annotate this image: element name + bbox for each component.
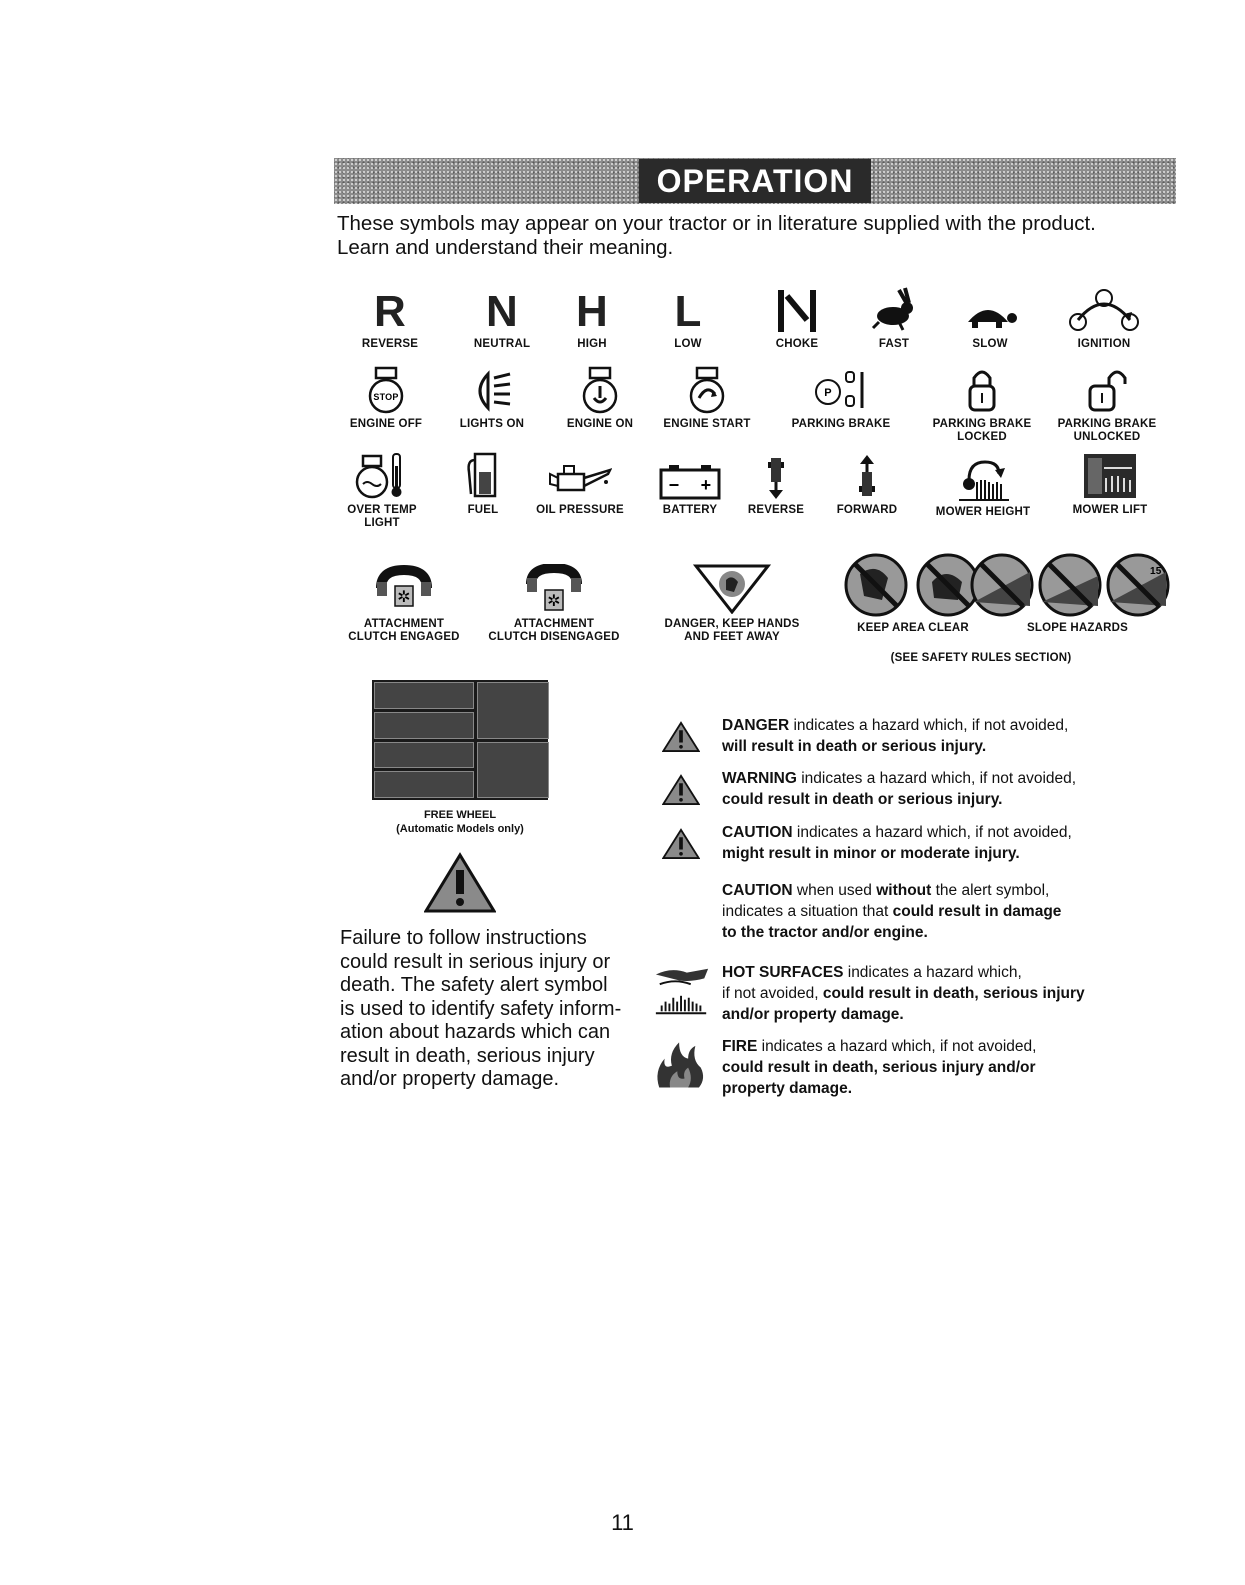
- symbol-label: BATTERY: [662, 504, 718, 516]
- symbol-high: [552, 282, 632, 351]
- symbol-label: MOWER HEIGHT: [935, 506, 1031, 518]
- symbol-clutch-disengaged: [476, 562, 632, 644]
- symbol-low: [648, 282, 728, 351]
- hazard-danger: [650, 715, 1170, 757]
- intro-line: Learn and understand their meaning.: [337, 236, 674, 259]
- hazard-caution-plain: [650, 880, 1170, 943]
- free-wheel-title: FREE WHEEL: [423, 809, 497, 821]
- symbol-slow: [950, 282, 1030, 351]
- symbol-danger-hands: [646, 562, 818, 644]
- symbol-neutral: [462, 282, 542, 351]
- engine-start-icon: [687, 366, 727, 414]
- intro-line: These symbols may appear on your tractor or in literature supplied with the product.: [337, 212, 1096, 235]
- plus-sign: +: [700, 475, 712, 495]
- letter-h-icon: H: [576, 287, 608, 336]
- symbol-label: SLOPE HAZARDS: [1027, 622, 1128, 634]
- safety-rules-note: (SEE SAFETY RULES SECTION): [890, 652, 1072, 664]
- hazard-consequence: property damage.: [722, 1080, 853, 1097]
- thermometer-icon: [355, 450, 409, 500]
- hazard-text: indicates a hazard which,: [843, 964, 1022, 981]
- free-wheel-cell: [374, 712, 474, 739]
- failure-line: Failure to follow instructions: [340, 927, 587, 949]
- symbol-label: HIGH: [577, 338, 607, 350]
- free-wheel-icon: [372, 680, 548, 800]
- stop-badge: STOP: [373, 392, 399, 402]
- hands-feet-danger-icon: [692, 562, 772, 614]
- symbol-reverse: [350, 282, 430, 351]
- symbol-label: IGNITION: [1077, 338, 1131, 350]
- symbol-fast: [850, 282, 938, 351]
- symbol-label: LOW: [674, 338, 702, 350]
- symbol-fuel: [450, 448, 516, 517]
- failure-line: result in death, serious injury: [340, 1044, 595, 1067]
- symbol-label: SLOW: [972, 338, 1008, 350]
- symbol-parking-brake-locked: [922, 362, 1042, 444]
- failure-line: is used to identify safety inform-: [340, 997, 622, 1020]
- rabbit-icon: [869, 286, 919, 334]
- fuel-pump-icon: [465, 450, 501, 500]
- page-number: 11: [611, 1510, 634, 1535]
- symbol-clutch-engaged: [336, 562, 472, 644]
- symbol-battery: [652, 448, 728, 517]
- hazard-text: indicates a situation that: [722, 903, 893, 920]
- hazard-text: indicates a hazard which, if not avoided,: [796, 770, 1077, 787]
- battery-icon: [657, 464, 723, 500]
- hazard-text: indicates a hazard which, if not avoided,: [757, 1038, 1037, 1055]
- hazard-consequence: could result in death or serious injury.: [722, 791, 1003, 808]
- signal-word: FIRE: [722, 1038, 758, 1055]
- symbol-label: ENGINE START: [663, 418, 751, 430]
- hazard-caution: [650, 822, 1170, 864]
- letter-n-icon: N: [486, 287, 518, 336]
- free-wheel-cell: [477, 682, 549, 739]
- failure-line: could result in serious injury or: [340, 950, 611, 973]
- signal-word: WARNING: [722, 770, 797, 787]
- hazard-text: if not avoided,: [722, 985, 823, 1002]
- symbol-label: FAST: [878, 338, 910, 350]
- p-badge: P: [824, 387, 832, 399]
- oil-can-icon: [548, 460, 612, 500]
- symbol-parking-brake-unlocked: [1046, 362, 1168, 444]
- hazard-consequence: will result in death or serious injury.: [722, 738, 987, 755]
- symbol-label: KEEP AREA CLEAR: [857, 622, 969, 634]
- symbol-mower-lift: [1058, 448, 1162, 517]
- symbol-label: MOWER LIFT: [1072, 504, 1148, 516]
- symbol-label: PARKING BRAKE: [791, 418, 891, 430]
- symbol-label: REVERSE: [361, 338, 419, 350]
- clutch-engaged-icon: [375, 564, 433, 614]
- signal-word: CAUTION: [722, 882, 793, 899]
- symbol-label: OVER TEMP LIGHT: [347, 504, 417, 529]
- symbol-engine-start: [650, 362, 764, 431]
- safety-alert-icon: [662, 768, 700, 812]
- intro-text: [337, 212, 1177, 260]
- engine-off-icon: [366, 366, 406, 414]
- symbol-engine-on: [550, 362, 650, 431]
- hazard-emphasis: without: [876, 882, 932, 899]
- minus-sign: −: [668, 475, 680, 495]
- hazard-text: indicates a hazard which, if not avoided,: [789, 717, 1069, 734]
- symbol-reverse-arrow: [736, 448, 816, 517]
- symbol-label: REVERSE: [747, 504, 805, 516]
- safety-alert-icon: [662, 822, 700, 866]
- symbol-label: PARKING BRAKE UNLOCKED: [1057, 418, 1157, 443]
- fire-icon: [652, 1036, 708, 1092]
- signal-word: HOT SURFACES: [722, 964, 844, 981]
- symbol-engine-off: [336, 362, 436, 431]
- letter-r-icon: R: [374, 287, 406, 336]
- header-banner: [334, 158, 1176, 204]
- svg-text:✲: ✲: [397, 587, 411, 606]
- hazard-consequence: could result in death, serious injury and/or: [722, 1059, 1036, 1076]
- symbol-parking-brake: [778, 362, 904, 431]
- free-wheel-cell: [374, 771, 474, 798]
- failure-paragraph: [340, 927, 640, 1092]
- symbol-forward-arrow: [826, 448, 908, 517]
- signal-word: CAUTION: [722, 824, 793, 841]
- symbol-label: FORWARD: [836, 504, 898, 516]
- hazard-text: when used: [792, 882, 877, 899]
- mower-lift-icon: [1082, 452, 1138, 500]
- hazard-fire: [650, 1036, 1170, 1099]
- parking-brake-icon: [808, 368, 874, 414]
- hazard-warning: [650, 768, 1170, 810]
- signal-word: DANGER: [722, 717, 790, 734]
- free-wheel-cell: [374, 742, 474, 769]
- hazard-hot-surfaces: [650, 962, 1170, 1025]
- symbol-over-temp: [340, 448, 424, 530]
- hazard-consequence: could result in damage: [892, 903, 1062, 920]
- symbol-ignition: [1056, 282, 1152, 351]
- free-wheel-cell: [477, 742, 549, 799]
- free-wheel-cell: [374, 682, 474, 709]
- hot-surface-icon: [652, 962, 712, 1018]
- headlight-icon: [470, 368, 514, 414]
- forward-arrow-icon: [855, 454, 879, 500]
- hazard-text: indicates a hazard which, if not avoided,: [792, 824, 1072, 841]
- choke-icon: [772, 286, 822, 334]
- slope-hazard-icon: [966, 552, 1172, 618]
- symbol-label: ENGINE ON: [566, 418, 634, 430]
- turtle-icon: [962, 294, 1018, 334]
- symbol-slope-hazards: [962, 552, 1172, 635]
- hazard-consequence: to the tractor and/or engine.: [722, 924, 928, 941]
- svg-text:✲: ✲: [547, 591, 561, 610]
- symbol-label: FUEL: [467, 504, 499, 516]
- symbol-label: DANGER, KEEP HANDS AND FEET AWAY: [664, 618, 800, 643]
- hazard-consequence: and/or property damage.: [722, 1006, 904, 1023]
- letter-l-icon: L: [674, 287, 702, 336]
- symbol-lights-on: [442, 362, 542, 431]
- safety-alert-icon: [662, 715, 700, 759]
- failure-line: death. The safety alert symbol: [340, 974, 608, 996]
- lock-closed-icon: [965, 366, 999, 414]
- symbol-label: ATTACHMENT CLUTCH DISENGAGED: [488, 618, 620, 643]
- symbol-label: LIGHTS ON: [459, 418, 525, 430]
- safety-alert-icon: [424, 852, 496, 914]
- hazard-consequence: could result in death, serious injury: [822, 985, 1085, 1002]
- failure-line: ation about hazards which can: [340, 1021, 611, 1043]
- failure-line: and/or property damage.: [340, 1068, 560, 1090]
- engine-on-icon: [580, 366, 620, 414]
- mower-height-icon: [955, 456, 1011, 502]
- symbol-label: PARKING BRAKE LOCKED: [932, 418, 1032, 443]
- hazard-consequence: might result in minor or moderate injury.: [722, 845, 1020, 862]
- symbol-label: ATTACHMENT CLUTCH ENGAGED: [348, 618, 460, 643]
- symbol-label: OIL PRESSURE: [536, 504, 624, 516]
- slope-degree: 15: [1150, 566, 1162, 577]
- reverse-arrow-icon: [764, 454, 788, 500]
- symbol-label: CHOKE: [775, 338, 819, 350]
- lock-open-icon: [1085, 366, 1129, 414]
- clutch-disengaged-icon: [525, 564, 583, 614]
- free-wheel-note: (Automatic Models only): [396, 823, 524, 835]
- page-title: OPERATION: [639, 159, 872, 203]
- ignition-icon: [1064, 286, 1144, 334]
- free-wheel-label: [352, 808, 568, 836]
- hazard-text: the alert symbol,: [931, 882, 1050, 899]
- symbol-mower-height: [924, 450, 1042, 519]
- symbol-label: NEUTRAL: [473, 338, 531, 350]
- symbol-label: ENGINE OFF: [349, 418, 423, 430]
- symbol-oil-pressure: [526, 448, 634, 517]
- symbol-choke: [752, 282, 842, 351]
